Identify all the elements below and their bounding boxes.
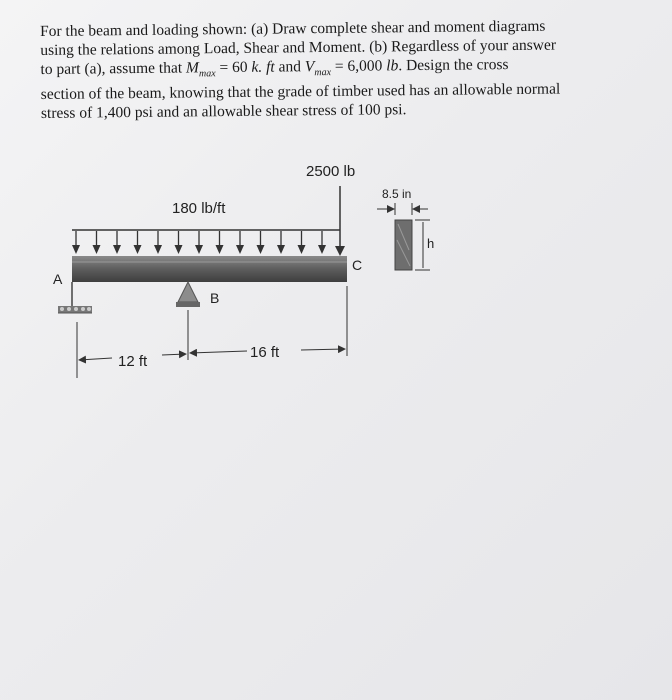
load-arrowhead <box>318 245 326 254</box>
distributed-load <box>72 230 340 254</box>
label-b: B <box>210 290 220 306</box>
width-dimension <box>377 203 428 215</box>
label-a: A <box>53 271 63 287</box>
m-symbol: M <box>185 59 199 77</box>
problem-line-4: section of the beam, knowing that the grade of timber used has an allowable normal <box>40 80 561 104</box>
support-b <box>176 282 200 307</box>
unit-lb: lb <box>386 57 399 75</box>
load-arrows <box>72 231 326 254</box>
load-arrowhead <box>72 245 80 254</box>
support-a <box>58 282 92 313</box>
load-arrowhead <box>113 245 121 254</box>
problem-text: . Design the cross <box>398 56 509 75</box>
load-arrowhead <box>298 245 306 254</box>
width-label: 8.5 in <box>382 187 412 201</box>
problem-text: = 6,000 <box>330 57 387 75</box>
load-arrowhead <box>154 245 162 254</box>
cross-section <box>395 220 412 270</box>
problem-line-2: using the relations among Load, Shear and Moment. (b) Regardless of your answer <box>40 36 557 59</box>
beam <box>72 256 347 282</box>
problem-text: = 60 <box>215 58 252 77</box>
height-label: h <box>427 236 435 251</box>
load-arrowhead <box>93 245 101 254</box>
load-arrowhead <box>195 245 203 254</box>
load-arrowhead <box>175 245 183 254</box>
load-arrowhead <box>236 245 244 254</box>
dimension-ab-label: 12 ft <box>118 353 148 370</box>
load-arrowhead <box>216 245 224 254</box>
load-arrowhead <box>134 245 142 254</box>
unit-kft: k. ft <box>251 58 275 76</box>
distributed-load-label: 180 lb/ft <box>172 200 226 217</box>
problem-text: and <box>274 58 305 76</box>
problem-text: to part (a), assume that <box>40 59 187 78</box>
max-subscript: max <box>198 68 216 80</box>
load-arrowhead <box>277 245 285 254</box>
v-symbol: V <box>304 58 315 76</box>
max-subscript: max <box>314 67 332 79</box>
load-arrowhead <box>257 245 265 254</box>
label-c: C <box>352 257 363 273</box>
point-load-arrow <box>335 186 345 256</box>
problem-line-1: For the beam and loading shown: (a) Draw complete shear and moment diagrams <box>40 17 546 40</box>
problem-line-5: stress of 1,400 psi and an allowable shear stress of 100 psi. <box>40 101 407 123</box>
dimension-bc-label: 16 ft <box>250 344 280 361</box>
point-load-label: 2500 lb <box>306 163 356 180</box>
